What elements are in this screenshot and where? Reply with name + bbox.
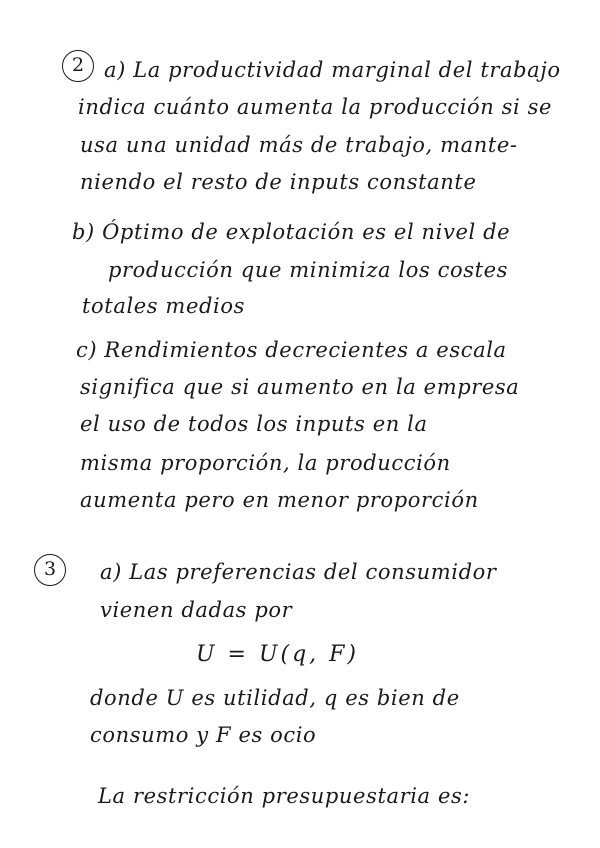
section-3a-line-1: a) Las preferencias del consumidor: [100, 560, 497, 584]
section-3-where-line-1: donde U es utilidad, q es bien de: [90, 686, 460, 710]
section-2c-line-5: aumenta pero en menor proporción: [80, 488, 479, 512]
utility-formula: U = U(q, F): [196, 642, 360, 667]
section-2b-line-1: b) Óptimo de explotación es el nivel de: [72, 220, 511, 244]
section-3a-line-2: vienen dadas por: [100, 598, 293, 622]
section-2b-line-3: totales medios: [82, 294, 245, 318]
budget-restriction-line: La restricción presupuestaria es:: [98, 784, 471, 808]
section-2b-line-2: producción que minimiza los costes: [108, 258, 509, 282]
section-3-where-line-2: consumo y F es ocio: [90, 723, 317, 747]
section-2c-line-3: el uso de todos los inputs en la: [80, 412, 428, 436]
section-2c-line-1: c) Rendimientos decrecientes a escala: [76, 338, 507, 362]
section-2c-line-4: misma proporción, la producción: [80, 451, 451, 475]
section-2c-line-2: significa que si aumento en la empresa: [80, 375, 520, 399]
section-2a-line-3: usa una unidad más de trabajo, mante-: [80, 133, 518, 157]
section-2-number: 2: [62, 50, 94, 82]
section-2a-line-4: niendo el resto de inputs constante: [80, 170, 477, 194]
section-3-number: 3: [34, 554, 66, 586]
section-2a-line-1: a) La productividad marginal del trabajo: [104, 58, 561, 82]
section-2a-line-2: indica cuánto aumenta la producción si se: [78, 95, 553, 119]
